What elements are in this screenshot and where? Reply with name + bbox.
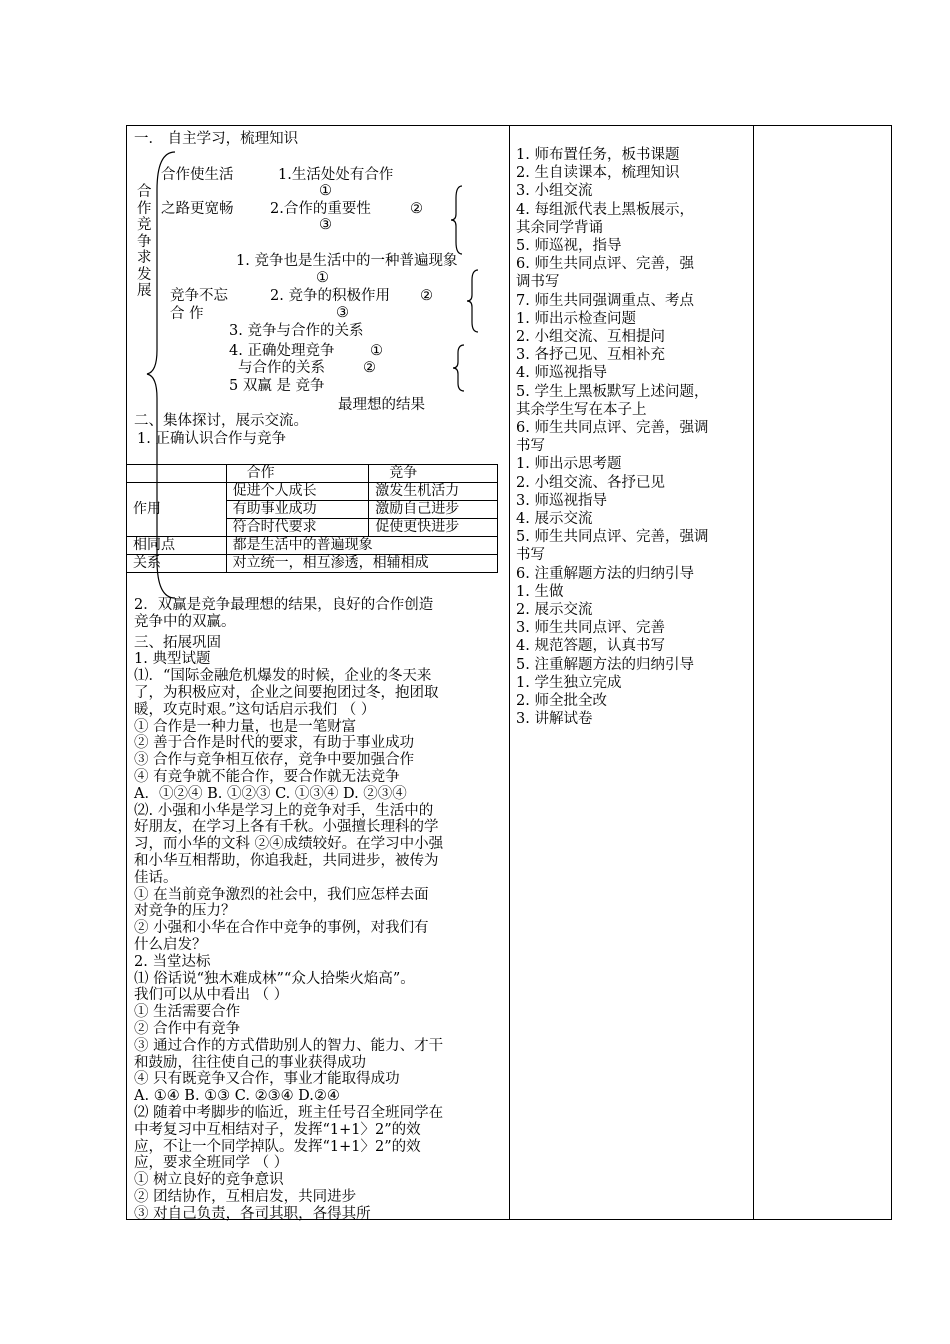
col1-line: ③ 对自己负责，各司其职，各得其所 <box>134 1205 371 1222</box>
col2-step: 书写 <box>516 438 545 455</box>
cell-r2a: 有助事业成功 <box>226 501 369 519</box>
row-same: 相同点 <box>127 537 227 555</box>
col1-line: 竞争中的双赢。 <box>134 613 236 630</box>
b2-item-1: 1. 竞争也是生活中的一种普遍现象 <box>236 253 458 269</box>
branch-1-label-b: 之路更宽畅 <box>161 201 234 217</box>
branch-1-label: 合作使生活 <box>161 167 234 183</box>
col2-step: 2. 师全批全改 <box>516 693 607 709</box>
branch-2-label: 竞争不忘 <box>170 288 228 304</box>
compare-table <box>126 464 498 573</box>
cell-relation: 对立统一，相互渗透，相辅相成 <box>226 555 497 573</box>
col1-line: ④ 只有既竞争又合作，事业才能取得成功 <box>134 1071 400 1088</box>
col1-line: ② 小强和小华在合作中竞争的事例，对我们有 <box>134 920 429 937</box>
b1-item-2-num-b: ③ <box>319 217 332 233</box>
col1-line: 1. 典型试题 <box>134 651 211 668</box>
b1-item-1-num: ① <box>319 183 332 199</box>
col1-line: A. ①④ B. ①③ C. ②③④ D.②④ <box>134 1088 340 1105</box>
row-function: 作用 <box>127 483 227 537</box>
col1-line: ③ 通过合作的方式借助别人的智力、能力、才干 <box>134 1037 444 1054</box>
col1-line: 和小华互相帮助，你追我赶，共同进步，被传为 <box>134 853 439 869</box>
col2-step: 调书写 <box>516 274 560 291</box>
col1-line: 应，不让一个同学掉队。发挥“1+1〉2”的效 <box>134 1138 421 1155</box>
col1-line: 2. 当堂达标 <box>134 953 211 970</box>
branch-2-label-b: 合 作 <box>170 306 204 322</box>
brace-b2-4 <box>452 343 468 393</box>
col1-line: 好朋友，在学习上各有千秋。小强擅长理科的学 <box>134 819 439 836</box>
col2-step: 1. 生做 <box>516 583 564 600</box>
col2-step: 6. 师生共同点评、完善，强 <box>516 256 694 273</box>
col1-line: 习，而小华的文科 ②④成绩较好。在学习中小强 <box>134 836 444 853</box>
b2-item-4: 4. 正确处理竞争 <box>229 343 335 359</box>
b2-item-2-num-b: ③ <box>336 305 349 321</box>
col1-line: 2．双赢是竞争最理想的结果，良好的合作创造 <box>134 597 434 613</box>
map-vertical-title: 合作竞争求发展 <box>137 184 152 299</box>
b1-item-1: 1.生活处处有合作 <box>278 167 394 183</box>
col1-line: 三、拓展巩固 <box>134 634 221 651</box>
col1-line: ⑴ 俗话说“独木难成林”“众人拾柴火焰高”。 <box>134 970 415 987</box>
cell-r3b: 促使更快进步 <box>369 519 498 537</box>
col2-step: 4. 每组派代表上黑板展示， <box>516 201 694 218</box>
b2-item-4-b: 与合作的关系 <box>238 360 325 376</box>
brace-b2 <box>466 268 482 334</box>
cell-r3a: 符合时代要求 <box>226 519 369 537</box>
col1-line: ① 在当前竞争激烈的社会中，我们应怎样去面 <box>134 886 429 903</box>
brace-b1 <box>450 184 466 256</box>
b1-item-2: 2.合作的重要性 <box>270 201 371 217</box>
col1-line: ⑵. 小强和小华是学习上的竞争对手，生活中的 <box>134 802 434 819</box>
col1-line: ⑵ 随着中考脚步的临近，班主任号召全班同学在 <box>134 1105 444 1121</box>
col1-line: ① 树立良好的竞争意识 <box>134 1172 284 1189</box>
b2-item-2-num: ② <box>420 288 433 304</box>
column-divider-1 <box>509 126 510 1219</box>
b2-item-5: 5 双赢 是 竞争 <box>229 378 325 394</box>
col2-step: 4. 师巡视指导 <box>516 365 607 382</box>
col1-line: 中考复习中互相结对子，发挥“1+1〉2”的效 <box>134 1121 421 1138</box>
col2-step: 1. 师布置任务，板书课题 <box>516 147 680 163</box>
col1-line: 对竞争的压力？ <box>134 903 236 920</box>
col1-line: 佳话。 <box>134 869 178 886</box>
col2-step: 3. 师巡视指导 <box>516 492 607 509</box>
col2-step: 4. 规范答题，认真书写 <box>516 638 665 655</box>
col1-line: ③ 合作与竞争相互依存，竞争中要加强合作 <box>134 752 415 769</box>
section-2-title: 二、集体探讨，展示交流。 <box>134 413 308 429</box>
header-cooperation: 合作 <box>226 465 369 483</box>
col2-step: 5. 注重解题方法的归纳引导 <box>516 656 694 673</box>
col1-line: 暖，攻克时艰。”这句话启示我们 （ ） <box>134 701 376 718</box>
header-competition: 竞争 <box>369 465 498 483</box>
b2-item-5-b: 最理想的结果 <box>338 397 425 413</box>
section-1-title: 一． 自主学习，梳理知识 <box>134 131 299 147</box>
col1-line: 应，要求全班同学 （ ） <box>134 1155 289 1172</box>
col2-step: 3. 讲解试卷 <box>516 711 593 728</box>
col2-step: 5. 师巡视，指导 <box>516 238 622 254</box>
col1-line: ② 团结协作，互相启发，共同进步 <box>134 1189 357 1205</box>
col1-line: ① 生活需要合作 <box>134 1004 241 1021</box>
section-2-sub: 1. 正确认识合作与竞争 <box>137 431 286 447</box>
b2-item-2: 2. 竞争的积极作用 <box>270 288 390 304</box>
col2-step: 6. 注重解题方法的归纳引导 <box>516 565 694 582</box>
cell-same: 都是生活中的普遍现象 <box>226 537 497 555</box>
b2-item-4-num: ① <box>370 343 383 359</box>
col1-line: ④ 有竞争就不能合作，要合作就无法竞争 <box>134 769 400 785</box>
col2-step: 4. 展示交流 <box>516 511 593 527</box>
col1-line: ⑴．“国际金融危机爆发的时候，企业的冬天来 <box>134 668 432 685</box>
col1-line: ① 合作是一种力量，也是一笔财富 <box>134 718 357 735</box>
col1-line: ② 善于合作是时代的要求，有助于事业成功 <box>134 735 415 752</box>
cell-r1a: 促进个人成长 <box>226 483 369 501</box>
col2-step: 2. 生自读课本，梳理知识 <box>516 165 680 182</box>
b2-item-1-num: ① <box>316 270 329 286</box>
col1-line: 了，为积极应对，企业之间要抱团过冬，抱团取 <box>134 685 439 701</box>
col1-text <box>134 596 506 1220</box>
col2-step: 3. 师生共同点评、完善 <box>516 620 665 637</box>
col2-step: 6. 师生共同点评、完善，强调 <box>516 420 709 436</box>
col2-step: 1. 师出示检查问题 <box>516 310 636 327</box>
col2-step: 5. 学生上黑板默写上述问题， <box>516 383 709 400</box>
col2-step: 1. 学生独立完成 <box>516 674 622 691</box>
col1-line: ② 合作中有竞争 <box>134 1021 241 1037</box>
col2-step: 其余学生写在本子上 <box>516 401 647 418</box>
col1-line: 和鼓励，往往使自己的事业获得成功 <box>134 1054 366 1071</box>
col2-step: 其余同学背诵 <box>516 219 603 236</box>
col2-step: 3. 小组交流 <box>516 183 593 200</box>
col2-step: 5. 师生共同点评、完善，强调 <box>516 529 709 546</box>
col2-step: 2. 小组交流、各抒已见 <box>516 474 665 491</box>
col1-line: A．①②④ B. ①②③ C. ①③④ D. ②③④ <box>134 785 407 802</box>
col1-line: 我们可以从中看出 （ ） <box>134 987 289 1004</box>
b1-item-2-num: ② <box>410 201 423 217</box>
col2-step: 3. 各抒己见、互相补充 <box>516 347 665 364</box>
b2-item-3: 3. 竞争与合作的关系 <box>229 323 364 339</box>
cell-r1b: 激发生机活力 <box>369 483 498 501</box>
cell-r2b: 激励自己进步 <box>369 501 498 519</box>
col2-step: 书写 <box>516 547 545 564</box>
col2-step: 7. 师生共同强调重点、考点 <box>516 292 694 309</box>
col2-step: 2. 展示交流 <box>516 602 593 618</box>
col2-step: 2. 小组交流、互相提问 <box>516 329 665 345</box>
col2-steps <box>512 146 752 746</box>
row-relation: 关系 <box>127 555 227 573</box>
col1-line: 什么启发？ <box>134 937 207 953</box>
b2-item-4-num-b: ② <box>363 360 376 376</box>
col2-step: 1. 师出示思考题 <box>516 456 622 473</box>
column-divider-2 <box>753 126 754 1219</box>
